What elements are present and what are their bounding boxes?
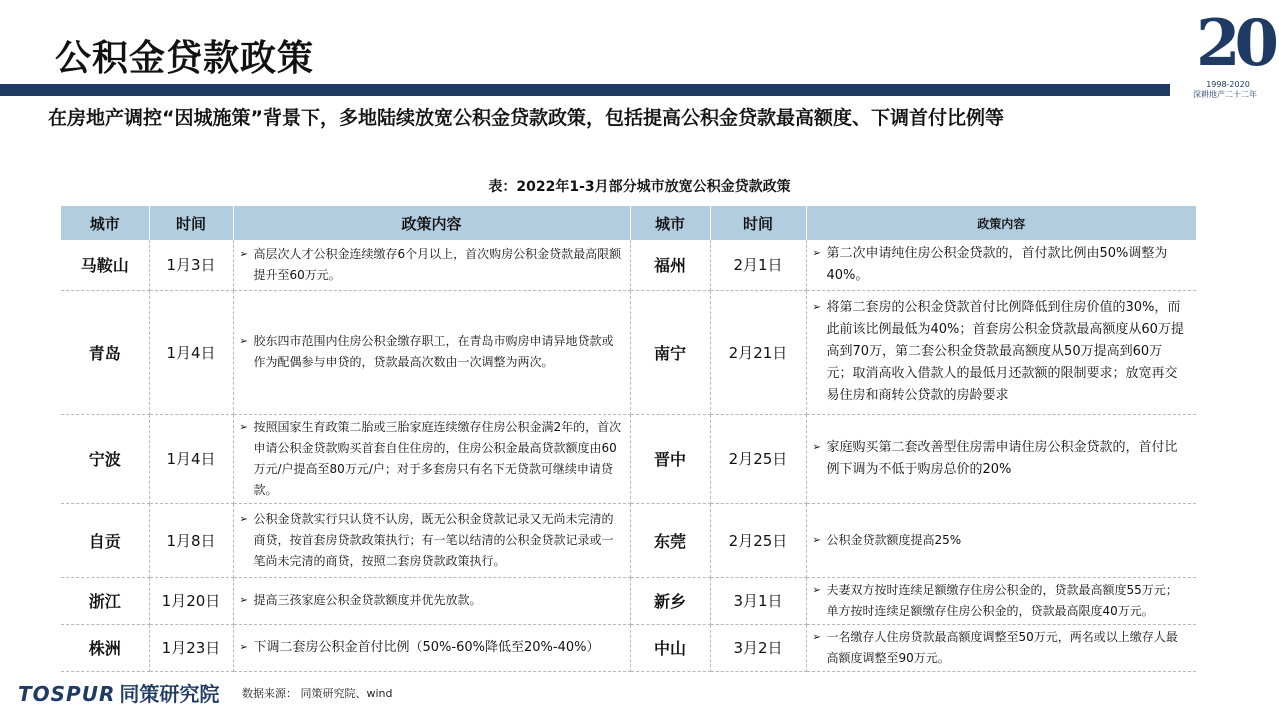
city-cell: 浙江 xyxy=(61,577,149,624)
city-cell: 新乡 xyxy=(630,577,710,624)
header-date: 时间 xyxy=(710,206,806,240)
header-date: 时间 xyxy=(149,206,233,240)
anniversary-logo xyxy=(1193,6,1274,128)
anniversary-years: 1998-2020 xyxy=(1206,80,1250,89)
tospur-logo xyxy=(18,678,219,707)
bullet-arrow-icon: ➢ xyxy=(239,421,248,433)
policy-cell xyxy=(806,624,1196,671)
city-cell: 晋中 xyxy=(630,414,710,503)
date-cell: 1月23日 xyxy=(149,624,233,671)
data-source-note: 数据来源： 同策研究院、wind xyxy=(242,687,393,700)
city-cell: 南宁 xyxy=(630,290,710,414)
table-row xyxy=(61,624,1196,671)
policy-text: 一名缴存人住房贷款最高额度调整至50万元，两名或以上缴存人最高额度调整至90万元。 xyxy=(826,629,1178,665)
tospur-logo-en: TOSPUR xyxy=(18,682,116,706)
table-row xyxy=(61,577,1196,624)
title-divider-bar xyxy=(0,84,1170,96)
bullet-arrow-icon: ➢ xyxy=(239,641,248,653)
table-caption: 表：2022年1-3月部分城市放宽公积金贷款政策 xyxy=(488,179,791,195)
policy-cell xyxy=(806,290,1196,414)
city-cell: 宁波 xyxy=(61,414,149,503)
bullet-arrow-icon: ➢ xyxy=(812,247,821,259)
policy-cell xyxy=(806,577,1196,624)
bullet-arrow-icon: ➢ xyxy=(812,631,821,643)
date-cell: 3月2日 xyxy=(710,624,806,671)
date-cell: 1月4日 xyxy=(149,414,233,503)
date-cell: 2月1日 xyxy=(710,240,806,290)
date-cell: 2月21日 xyxy=(710,290,806,414)
city-cell: 马鞍山 xyxy=(61,240,149,290)
policy-cell xyxy=(233,290,630,414)
table-row xyxy=(61,290,1196,414)
table-row xyxy=(61,240,1196,290)
header-city: 城市 xyxy=(61,206,149,240)
table-row xyxy=(61,503,1196,577)
policy-text: 提高三孩家庭公积金贷款额度并优先放款。 xyxy=(253,593,482,607)
date-cell: 1月8日 xyxy=(149,503,233,577)
policy-cell xyxy=(806,503,1196,577)
policy-text: 按照国家生育政策二胎或三胎家庭连续缴存住房公积金满2年的，首次申请公积金贷款购买首套自住住房的，住房公积金最高贷款额度由60万元/户提高至80万元/户；对于多套房只有名下无贷款可继续申请贷款。 xyxy=(253,419,622,497)
policy-text: 公积金贷款实行只认贷不认房，既无公积金贷款记录又无尚未完清的商贷，按首套房贷款政策执行；有一笔以结清的公积金贷款记录或一笔尚未完清的商贷，按照二套房贷款政策执行。 xyxy=(253,511,614,568)
city-cell: 株洲 xyxy=(61,624,149,671)
policy-cell xyxy=(233,624,630,671)
header-policy: 政策内容 xyxy=(233,206,630,240)
city-cell: 自贡 xyxy=(61,503,149,577)
policy-cell xyxy=(233,577,630,624)
tospur-logo-cn: 同策研究院 xyxy=(119,682,220,706)
policy-cell xyxy=(233,240,630,290)
policy-text: 家庭购买第二套改善型住房需申请住房公积金贷款的，首付比例下调为不低于购房总价的20% xyxy=(826,439,1178,477)
anniversary-slogan: 深耕地产二十二年 xyxy=(1193,90,1257,99)
date-cell: 2月25日 xyxy=(710,503,806,577)
policy-text: 夫妻双方按时连续足额缴存住房公积金的，贷款最高额度55万元；单方按时连续足额缴存住房公积金的，贷款最高限度40万元。 xyxy=(826,582,1178,618)
bullet-arrow-icon: ➢ xyxy=(239,248,248,260)
date-cell: 1月20日 xyxy=(149,577,233,624)
policy-table xyxy=(61,206,1196,672)
policy-text: 高层次人才公积金连续缴存6个月以上，首次购房公积金贷款最高限额提升至60万元。 xyxy=(253,246,622,282)
city-cell: 中山 xyxy=(630,624,710,671)
bullet-arrow-icon: ➢ xyxy=(239,336,248,347)
table-row xyxy=(61,414,1196,503)
bullet-arrow-icon: ➢ xyxy=(239,513,248,525)
bullet-arrow-icon: ➢ xyxy=(812,302,821,313)
header-city: 城市 xyxy=(630,206,710,240)
date-cell: 1月3日 xyxy=(149,240,233,290)
date-cell: 1月4日 xyxy=(149,290,233,414)
table-header-row xyxy=(61,206,1196,240)
bullet-arrow-icon: ➢ xyxy=(812,441,821,453)
anniversary-number: 20 xyxy=(1196,6,1274,81)
policy-text: 第二次申请纯住房公积金贷款的，首付款比例由50%调整为40%。 xyxy=(826,245,1168,283)
policy-cell xyxy=(233,503,630,577)
policy-text: 下调二套房公积金首付比例（50%-60%降低至20%-40%） xyxy=(253,639,600,655)
policy-cell xyxy=(806,240,1196,290)
subtitle: 在房地产调控“因城施策”背景下，多地陆续放宽公积金贷款政策，包括提高公积金贷款最高额度、下调首付比例等 xyxy=(48,107,1004,129)
bullet-arrow-icon: ➢ xyxy=(812,534,821,546)
policy-text: 将第二套房的公积金贷款首付比例降低到住房价值的30%，而此前该比例最低为40%；首套房公积金贷款最高额度从60万提高到70万，第二套公积金贷款最高额度从50万提高到60万元；取消高收入借款人的最低月还款额的限制要求；放宽再交易住房和商转公贷款的房龄要求 xyxy=(826,300,1184,403)
bullet-arrow-icon: ➢ xyxy=(812,584,821,596)
header-policy: 政策内容 xyxy=(806,206,1196,240)
page-title: 公积金贷款政策 xyxy=(55,38,315,79)
policy-cell xyxy=(806,414,1196,503)
city-cell: 福州 xyxy=(630,240,710,290)
date-cell: 3月1日 xyxy=(710,577,806,624)
date-cell: 2月25日 xyxy=(710,414,806,503)
policy-cell xyxy=(233,414,630,503)
policy-text: 胶东四市范围内住房公积金缴存职工，在青岛市购房申请异地贷款或作为配偶参与申贷的，贷款最高次数由一次调整为两次。 xyxy=(253,334,614,369)
policy-text: 公积金贷款额度提高25% xyxy=(826,532,962,547)
city-cell: 青岛 xyxy=(61,290,149,414)
city-cell: 东莞 xyxy=(630,503,710,577)
bullet-arrow-icon: ➢ xyxy=(239,595,248,606)
